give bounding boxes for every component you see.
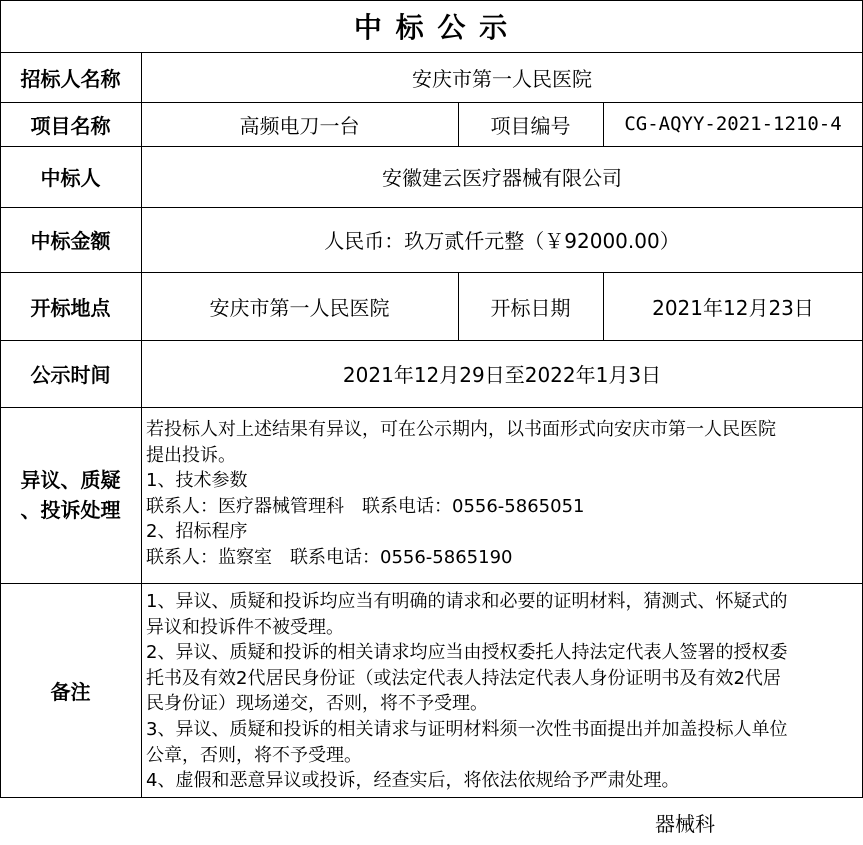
objection-text (146, 417, 858, 571)
opening-date-value: 2021年12月23日 (652, 295, 814, 320)
remarks-line: 4、虚假和恶意异议或投诉，经查实后，将依法依规给予严肃处理。 (146, 770, 680, 792)
remarks-line: 公章，否则，将不予受理。 (146, 744, 362, 766)
amount-value: 人民币：玖万贰仟元整（￥92000.00） (324, 229, 680, 253)
remarks-label: 备注 (50, 679, 91, 704)
page-title: 中 标 公 示 (353, 11, 510, 44)
table-border-bottom (0, 797, 863, 798)
footer-department: 器械科 (655, 811, 715, 836)
remarks-line: 2、异议、质疑和投诉的相关请求均应当由授权委托人持法定代表人签署的授权委 (146, 642, 788, 664)
tenderer-value: 安庆市第一人民医院 (412, 66, 592, 91)
objection-label (0, 407, 141, 583)
location-label: 开标地点 (30, 295, 111, 320)
project-code-value: CG-AQYY-2021-1210-4 (624, 113, 842, 135)
project-name-label: 项目名称 (30, 113, 111, 138)
objection-line: 2、招标程序 (146, 521, 248, 543)
winner-label: 中标人 (40, 166, 101, 190)
opening-date-label: 开标日期 (490, 295, 571, 320)
objection-label-line: 异议、质疑 (20, 468, 121, 492)
project-name-value: 高频电刀一台 (239, 113, 360, 138)
amount-label: 中标金额 (30, 229, 111, 253)
objection-line: 联系人：医疗器械管理科 联系电话：0556-5865051 (146, 495, 585, 517)
tenderer-label: 招标人名称 (20, 66, 121, 91)
winner-value: 安徽建云医疗器械有限公司 (382, 166, 622, 190)
project-code-label: 项目编号 (490, 113, 571, 138)
remarks-line: 3、异议、质疑和投诉的相关请求与证明材料须一次性书面提出并加盖投标人单位 (146, 718, 788, 740)
objection-line: 若投标人对上述结果有异议，可在公示期内，以书面形式向安庆市第一人民医院 (146, 419, 776, 440)
objection-line: 提出投诉。 (146, 444, 236, 466)
location-value: 安庆市第一人民医院 (209, 295, 390, 320)
objection-line: 联系人：监察室 联系电话：0556-5865190 (146, 546, 513, 568)
remarks-line: 1、异议、质疑和投诉均应当有明确的请求和必要的证明材料，猜测式、怀疑式的 (146, 591, 788, 612)
remarks-line: 托书及有效2代居民身份证（或法定代表人持法定代表人身份证明书及有效2代居 (146, 667, 781, 689)
period-value: 2021年12月29日至2022年1月3日 (342, 363, 662, 387)
objection-label-line: 、投诉处理 (20, 498, 121, 522)
objection-line: 1、技术参数 (146, 470, 248, 492)
remarks-line: 民身份证）现场递交，否则，将不予受理。 (146, 693, 488, 715)
remarks-line: 异议和投诉件不被受理。 (146, 616, 344, 638)
period-label: 公示时间 (30, 363, 111, 387)
remarks-text (146, 589, 858, 794)
